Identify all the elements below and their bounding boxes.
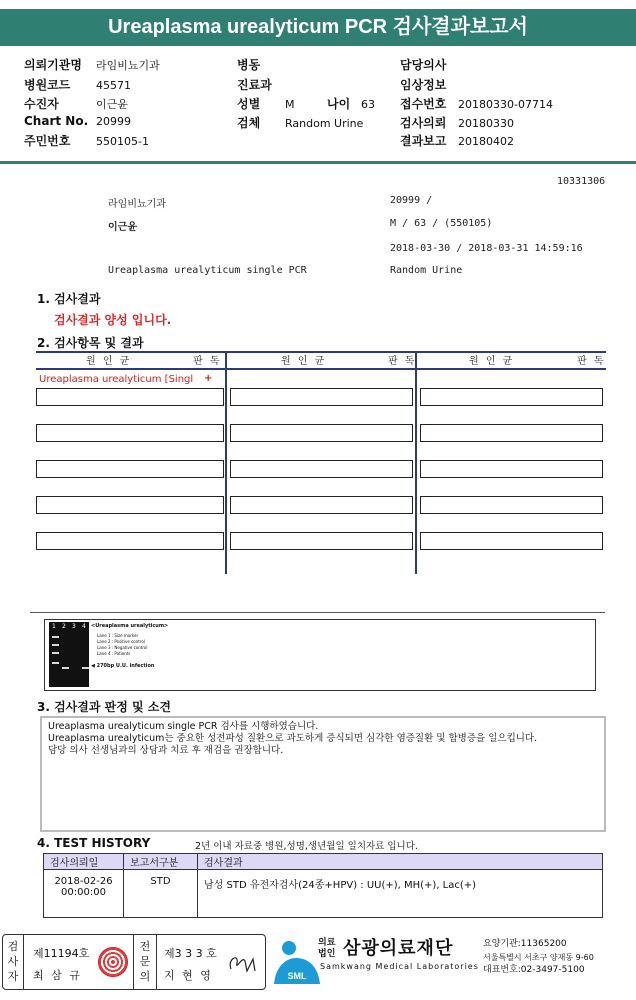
sml-logo-icon: [272, 936, 322, 986]
doctor-license: 제3 3 3 호: [164, 947, 217, 960]
gel-electrophoresis-image: [44, 619, 596, 691]
gel-photo: [49, 622, 89, 687]
result-box: [420, 424, 603, 442]
gel-band: [52, 644, 59, 646]
result-summary: 검사결과 양성 입니다.: [54, 313, 172, 327]
report-id: 10331306: [557, 176, 606, 187]
divider: [133, 935, 134, 989]
report-title: Ureaplasma urealyticum PCR 검사결과보고서: [0, 9, 636, 46]
section4-heading: 4. TEST HISTORY: [37, 836, 151, 850]
col1-judge-header: 판 독: [193, 356, 222, 367]
inspector-label: 검사자: [7, 940, 19, 983]
gel-band: [52, 662, 59, 664]
history-col-type: 보고서구분: [124, 854, 198, 870]
header-request-date: 검사의뢰 20180330: [400, 116, 514, 130]
col1-organism-header: 원 인 균: [86, 356, 132, 367]
header-doctor: 담당의사: [400, 58, 447, 72]
inspector-license: 제11194호: [33, 947, 90, 960]
signature-scribble: [225, 949, 261, 977]
result-box: [230, 424, 413, 442]
lane-label: 2: [62, 623, 66, 630]
meta-chart: 20999 /: [390, 195, 433, 206]
gel-title: <Ureaplasma urealyticum>: [91, 623, 169, 629]
column-divider-1: [225, 352, 227, 574]
column-divider-2: [415, 352, 417, 574]
report-header: [0, 54, 636, 164]
interpretation-line: 담당 의사 선생님과의 상담과 치료 후 재검을 권장합니다.: [48, 745, 284, 756]
history-date: 2018-02-26 00:00:00: [44, 870, 124, 918]
organism-item: Ureaplasma urealyticum [Singl: [39, 374, 194, 385]
lane-label: 4: [82, 623, 86, 630]
result-box: [36, 424, 224, 442]
lane-label: 1: [52, 623, 56, 630]
section2-heading: 2. 검사항목 및 결과: [37, 336, 144, 350]
gel-band: [82, 667, 89, 669]
table-row: [44, 870, 603, 918]
header-patient: 수진자 이근윤: [24, 97, 128, 111]
col3-organism-header: 원 인 균: [469, 356, 515, 367]
org-en-name: Samkwang Medical Laboratories: [320, 962, 479, 971]
result-box: [420, 532, 603, 550]
sml-logo-text: SML: [287, 971, 307, 981]
history-note: 2년 이내 자료중 병원,성명,생년월일 일치자료 입니다.: [195, 841, 418, 852]
gel-band: [62, 667, 69, 669]
header-specimen: 검체 Random Urine: [237, 116, 364, 130]
result-box: [230, 532, 413, 550]
section1-heading: 1. 검사결과: [37, 292, 101, 306]
org-contact: 요양기관:11365200 서울특별시 서초구 양재동 9-60 대표번호:02-3497-5100: [483, 939, 594, 975]
header-clinic: 의뢰기관명 라임비뇨기과: [24, 58, 160, 72]
footer: [0, 932, 636, 994]
result-box: [36, 388, 224, 406]
history-col-date: 검사의뢰일: [44, 854, 124, 870]
doctor-name: 지 현 영: [164, 969, 213, 982]
result-box: [36, 532, 224, 550]
doctor-label: 전문의: [139, 940, 151, 983]
history-type: STD: [124, 870, 198, 918]
result-box: [230, 388, 413, 406]
gel-band: [52, 636, 59, 638]
header-clinical-info: 임상정보: [400, 78, 447, 92]
result-box: [230, 496, 413, 514]
header-chart-no: Chart No. 20999: [24, 114, 131, 128]
meta-patient: 이근윤: [108, 222, 137, 233]
header-receipt-no: 접수번호 20180330-07714: [400, 97, 553, 111]
signature-box: [2, 934, 266, 990]
divider: [156, 935, 157, 989]
gel-legend: Lane 1 : Size marker Lane 2 : Positive control Lane 3 : Negative control Lane 4 : Patients: [97, 633, 148, 656]
result-box: [36, 460, 224, 478]
org-prefix: 의료 법인: [318, 938, 336, 959]
col3-judge-header: 판 독: [577, 356, 606, 367]
interpretation-line: Ureaplasma urealyticum는 중요한 성전파성 질환으로 과도하게 증식되면 심각한 염증질환 및 합병증을 일으킵니다.: [48, 733, 538, 744]
meta-clinic: 라임비뇨기과: [108, 199, 166, 210]
organism-result: +: [204, 373, 213, 384]
result-box: [420, 460, 603, 478]
gel-band-note: ◀ 270bp U.U. infection: [91, 663, 155, 669]
header-hospital-code: 병원코드 45571: [24, 78, 131, 92]
divider: [30, 612, 605, 613]
result-box: [36, 496, 224, 514]
lane-label: 3: [72, 623, 76, 630]
gel-band: [52, 652, 59, 654]
divider: [23, 935, 24, 989]
col2-judge-header: 판 독: [388, 356, 417, 367]
section3-heading: 3. 검사결과 판정 및 소견: [37, 700, 171, 714]
meta-specimen: Random Urine: [390, 265, 463, 276]
col2-organism-header: 원 인 균: [281, 356, 327, 367]
seal-stamp: [98, 947, 128, 977]
history-col-result: 검사결과: [198, 854, 603, 870]
history-table: [43, 853, 603, 918]
org-name: 삼광의료재단: [343, 938, 454, 959]
header-ward: 병동: [237, 58, 261, 72]
meta-dates: 2018-03-30 / 2018-03-31 14:59:16: [390, 243, 583, 254]
result-box: [230, 460, 413, 478]
header-report-date: 결과보고 20180402: [400, 134, 514, 148]
meta-test: Ureaplasma urealyticum single PCR: [108, 265, 307, 276]
history-result: 남성 STD 유전자검사(24종+HPV) : UU(+), MH(+), Lac(+): [198, 870, 603, 918]
result-box: [420, 388, 603, 406]
header-dept: 진료과: [237, 78, 272, 92]
interpretation-box: [40, 716, 606, 832]
inspector-name: 최 삼 규: [33, 969, 82, 982]
result-box: [420, 496, 603, 514]
interpretation-line: Ureaplasma urealyticum single PCR 검사를 시행하였습니다.: [48, 721, 319, 732]
meta-sex-age: M / 63 / (550105): [390, 218, 493, 229]
header-sex-age: 성별 M 나이 63: [237, 97, 375, 111]
header-resident-no: 주민번호 550105-1: [24, 134, 149, 148]
